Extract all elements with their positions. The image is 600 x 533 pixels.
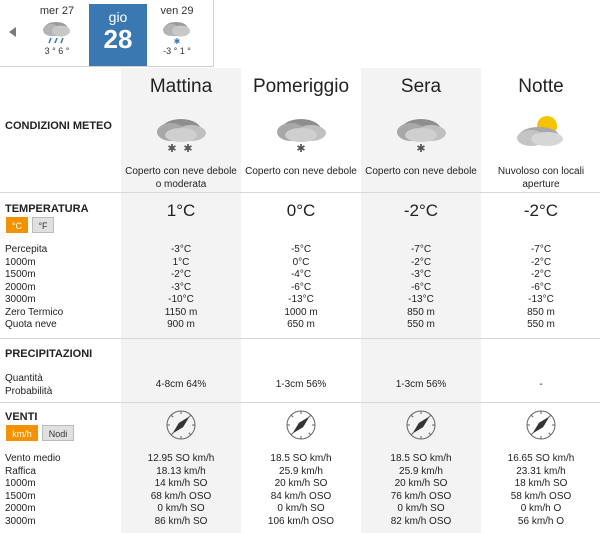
wind-arrow [170,414,191,435]
kmh-toggle[interactable]: km/h [6,425,38,441]
snow-cloud-icon [159,18,195,46]
temperature-title: TEMPERATURA [5,203,89,215]
temp-cell: 550 m [527,319,555,330]
day-tab-thursday-active[interactable] [89,4,147,66]
wind-cell: 23.31 km/h [516,465,566,477]
row-label: 2000m [5,503,36,514]
period-evening: Sera [400,76,442,97]
knots-toggle[interactable]: Nodi [42,425,74,441]
temp-cell: 850 m [407,306,435,318]
wind-cell: 20 km/h SO [274,478,328,489]
wind-cell: 56 km/h O [517,515,565,527]
wind-cell: 16.65 SO km/h [507,453,575,464]
wind-cell: 76 km/h OSO [390,490,452,502]
precip-cell: 1-3cm 56% [395,379,447,390]
precip-cell: - [539,379,543,390]
row-label: 1500m [5,269,36,280]
day-tab-wednesday[interactable] [28,0,86,67]
snow-cloud-icon [151,112,211,156]
temp-cell: -6°C [410,281,432,293]
wind-cell: 58 km/h OSO [510,490,572,502]
temp-cell: -3°C [170,244,192,255]
wind-arrow [410,414,431,435]
rain-cloud-icon [39,18,75,46]
row-label: Zero Termico [5,306,64,318]
precip-cell: 4-8cm 64% [155,379,207,390]
conditions-title: CONDIZIONI METEO [5,120,112,132]
wind-cell: 82 km/h OSO [390,515,452,527]
partly-cloudy-sun-icon [511,112,571,156]
wind-title: VENTI [5,411,38,423]
wind-cell: 18.13 km/h [156,465,206,477]
temp-cell: -10°C [168,294,194,305]
wind-cell: 18.5 SO km/h [390,453,452,464]
temp-cell: -7°C [410,244,432,255]
celsius-toggle[interactable]: °C [6,217,28,233]
period-afternoon: Pomeriggio [252,76,350,97]
day-number: 28 [103,24,133,54]
wind-direction-compass-icon [525,409,557,441]
wind-cell: 25.9 km/h [279,465,323,477]
wind-cell: 14 km/h SO [154,478,208,489]
temp-cell: 850 m [527,306,555,318]
row-label: Percepita [5,244,48,255]
wind-direction-compass-icon [165,409,197,441]
wind-direction-compass-icon [285,409,317,441]
condition-text: Nuvoloso con locali aperture [497,166,585,190]
svg-text:✱: ✱ [173,37,181,46]
precipitation-title: PRECIPITAZIONI [5,348,93,360]
period-morning: Mattina [149,76,213,97]
conditions-section [0,104,600,190]
main-temp: 1°C [166,201,196,220]
temp-cell: 1000 m [284,306,318,318]
day-temps: 3 ° 6 ° [44,46,70,56]
main-temp: 0°C [286,201,316,220]
wind-cell: 0 km/h SO [157,503,205,514]
temp-cell: -4°C [290,269,312,280]
snow-cloud-icon [271,112,331,156]
temp-cell: -2°C [530,256,552,268]
day-selector [0,0,214,67]
wind-arrow [290,414,311,435]
wind-cell: 0 km/h O [520,503,562,514]
temp-cell: -2°C [530,269,552,280]
row-label: 1000m [5,256,36,268]
wind-arrow [530,414,551,435]
wind-cell: 86 km/h SO [154,515,208,527]
temp-cell: -13°C [288,294,314,305]
row-label: Quantità [5,373,43,384]
temp-cell: -7°C [530,244,552,255]
temp-cell: -3°C [170,281,192,293]
wind-cell: 68 km/h OSO [150,490,212,502]
wind-cell: 25.9 km/h [399,465,443,477]
previous-day-arrow-icon[interactable] [6,24,20,40]
condition-text: Coperto con neve debole o moderata [125,166,237,190]
wind-cell: 0 km/h SO [277,503,325,514]
day-tab-friday[interactable] [148,0,206,67]
precipitation-section [0,338,600,402]
day-name: mer 27 [39,5,75,17]
fahrenheit-toggle[interactable]: °F [32,217,54,233]
wind-cell: 20 km/h SO [394,478,448,489]
day-name: ven 29 [160,5,194,17]
temp-cell: -6°C [290,281,312,293]
condition-text: Coperto con neve debole [365,166,477,177]
main-temp: -2°C [403,201,439,220]
temp-cell: 1°C [172,256,190,268]
precip-cell: 1-3cm 56% [275,379,327,390]
wind-cell: 84 km/h OSO [270,490,332,502]
temp-cell: 1150 m [164,306,198,318]
period-header-row [0,68,600,104]
svg-text:✱: ✱ [416,142,426,155]
temp-cell: -3°C [410,269,432,280]
row-label: Quota neve [5,319,57,330]
temp-cell: 550 m [407,319,435,330]
wind-cell: 0 km/h SO [397,503,445,514]
row-label: 1000m [5,478,36,489]
temperature-section [0,192,600,338]
wind-cell: 106 km/h OSO [267,515,335,527]
temp-cell: -13°C [528,294,554,305]
temp-cell: 0°C [292,256,310,268]
row-label: 3000m [5,515,36,527]
snow-cloud-icon [391,112,451,156]
row-label: 1500m [5,490,36,502]
main-temp: -2°C [523,201,559,220]
wind-section [0,402,600,533]
row-label: Raffica [5,465,36,477]
day-temps: -3 ° 1 ° [163,46,191,56]
condition-text: Coperto con neve debole [245,166,357,177]
wind-direction-compass-icon [405,409,437,441]
wind-cell: 18.5 SO km/h [270,453,332,464]
temp-cell: -5°C [290,244,312,255]
temp-cell: -2°C [170,269,192,280]
temp-cell: -13°C [408,294,434,305]
day-name: gio [108,9,128,25]
svg-text:✱: ✱ [183,142,193,155]
wind-cell: 18 km/h SO [514,478,568,489]
row-label: 2000m [5,281,36,293]
temp-cell: -6°C [530,281,552,293]
temp-cell: 900 m [167,319,195,330]
svg-text:✱: ✱ [296,142,306,155]
row-label: 3000m [5,294,36,305]
svg-text:✱: ✱ [167,142,177,155]
wind-cell: 12.95 SO km/h [147,453,215,464]
temp-cell: -2°C [410,256,432,268]
row-label: Vento medio [5,453,61,464]
temp-cell: 650 m [287,319,315,330]
row-label: Probabilità [5,385,53,397]
period-night: Notte [518,76,564,97]
